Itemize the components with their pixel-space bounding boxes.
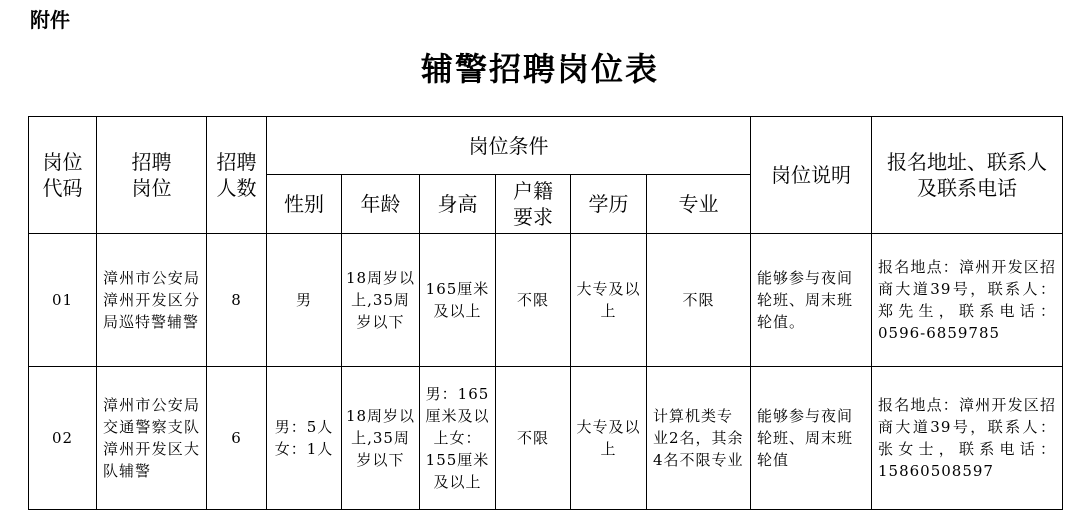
cell-hukou: 不限 [496, 367, 571, 510]
cell-age: 18周岁以上,35周岁以下 [342, 234, 420, 367]
header-hukou: 户籍要求 [496, 175, 571, 234]
cell-major: 不限 [647, 234, 751, 367]
cell-age: 18周岁以上,35周岁以下 [342, 367, 420, 510]
header-age: 年龄 [342, 175, 420, 234]
cell-count: 6 [207, 367, 267, 510]
cell-hukou: 不限 [496, 234, 571, 367]
header-position: 招聘岗位 [97, 117, 207, 234]
header-description: 岗位说明 [751, 117, 872, 234]
header-major: 专业 [647, 175, 751, 234]
cell-code: 02 [29, 367, 97, 510]
cell-contact: 报名地点：漳州开发区招商大道39号，联系人：张女士，联系电话：15860508597 [872, 367, 1063, 510]
cell-contact: 报名地点：漳州开发区招商大道39号，联系人：郑先生，联系电话：0596-6859785 [872, 234, 1063, 367]
header-count: 招聘人数 [207, 117, 267, 234]
cell-gender: 男 [267, 234, 342, 367]
header-height: 身高 [420, 175, 496, 234]
cell-major: 计算机类专业2名，其余4名不限专业 [647, 367, 751, 510]
cell-education: 大专及以上 [571, 234, 647, 367]
cell-description: 能够参与夜间轮班、周末班轮值 [751, 367, 872, 510]
attachment-label: 附件 [30, 8, 70, 32]
header-education: 学历 [571, 175, 647, 234]
header-code: 岗位代码 [29, 117, 97, 234]
cell-position: 漳州市公安局漳州开发区分局巡特警辅警 [97, 234, 207, 367]
cell-gender: 男：5人女：1人 [267, 367, 342, 510]
header-contact: 报名地址、联系人及联系电话 [872, 117, 1063, 234]
cell-height: 男：165厘米及以上女：155厘米及以上 [420, 367, 496, 510]
cell-education: 大专及以上 [571, 367, 647, 510]
table-row [29, 367, 1063, 510]
cell-position: 漳州市公安局交通警察支队漳州开发区大队辅警 [97, 367, 207, 510]
cell-code: 01 [29, 234, 97, 367]
cell-count: 8 [207, 234, 267, 367]
page-title: 辅警招聘岗位表 [420, 50, 659, 88]
positions-table [28, 116, 1063, 510]
header-gender: 性别 [267, 175, 342, 234]
cell-description: 能够参与夜间轮班、周末班轮值。 [751, 234, 872, 367]
table-row [29, 234, 1063, 367]
header-conditions: 岗位条件 [267, 117, 751, 175]
cell-height: 165厘米及以上 [420, 234, 496, 367]
